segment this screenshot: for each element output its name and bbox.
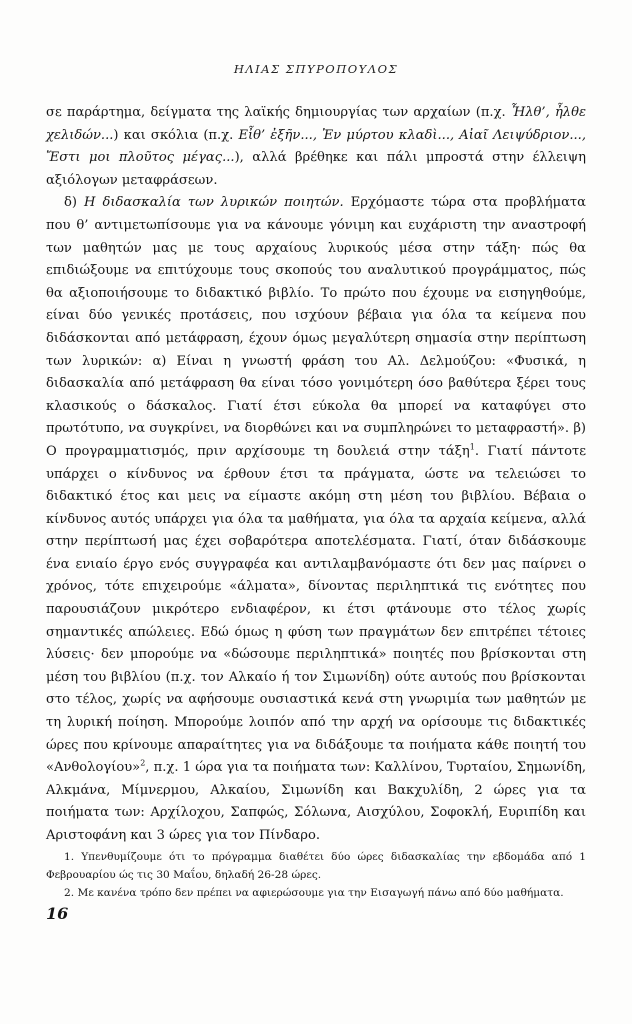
footnote-ref-1: 1 xyxy=(469,442,475,452)
footnote-ref-2: 2 xyxy=(140,758,146,768)
p2-text-1: Ερχόμαστε τώρα στα προβλήματα που θ’ αντιμετωπίσουμε για να κάνουμε γόνιμη και ευχάριστη την αναστροφή των μαθητών μας με τους αρχαίους λυρικούς μέσα στην τάξη· πώς θα επιδιώξουμε να επιτύχουμε τους σκοπούς του αναλυτικού προγράμματος, πώς θα αξιοποιήσουμε το διδακτικό βιβλίο. Το πρώτο που έχουμε να εισηγηθούμε, είναι δύο γενικές προτάσεις, που ισχύουν βέβαια για όλα τα κείμενα που διδάσκονται από μετάφραση, έχουν όμως μεγαλύτερη σημασία στην περίπτωση των λυρικών: α) Είναι η γνωστή φράση του Αλ. Δελμούζου: «Φυσικά, η διδασκαλία από μετάφραση θα είναι τόσο γονιμότερη όσο βαθύτερα ξέρει τους κλασικούς ο δάσκαλος. Γιατί έτσι εύκολα θα μπορεί να καταφύγει στο πρωτότυπο, να συγκρίνει, να διορθώνει και να συμπληρώνει το μεταφραστή». β) Ο προγραμματισμός, πριν αρχίσουμε τη δουλειά στην τάξη xyxy=(46,195,587,459)
p1-text-e: ), αλλά βρέθηκε και πάλι μπροστά στην έλλειψη αξιόλογων μεταφράσεων. xyxy=(46,150,587,188)
paragraph-1 xyxy=(46,102,586,192)
paragraph-2 xyxy=(46,192,586,847)
p1-quote-a: Ἦλθ’, ἦλθε χελιδών... xyxy=(46,105,587,143)
p1-quote-d: Εἶθ’ ἐξῆν..., Ἐν μύρτου κλαδὶ..., Αἰαῖ Λειψύδριον..., Ἔστι μοι πλοῦτος μέγας... xyxy=(46,127,587,166)
footnote-1: 1. Υπενθυμίζουμε ότι το πρόγραμμα διαθέτει δύο ώρες διδασκαλίας την εβδομάδα από 1 Φεβρουαρίου ώς τις 30 Μαΐου, δηλαδή 26-28 ώρες. xyxy=(46,851,586,881)
p2-text-3: , π.χ. 1 ώρα για τα ποιήματα των: Καλλίνου, Τυρταίου, Σημωνίδη, Αλκμάνα, Μίμνερμου, Αλκαίου, Σιμωνίδη και Βακχυλίδη, 2 ώρες για τα ποιήματα των: Αρχίλοχου, Σαπφώς, Σόλωνα, Αισχύλου, Σοφοκλή, Ευριπίδη και Αριστοφάνη και 3 ώρες για τον Πίνδαρο. xyxy=(46,760,586,843)
p1-text-c: ) και σκόλια (π.χ. xyxy=(113,127,239,143)
running-head: ΗΛΙΑΣ ΣΠΥΡΟΠΟΥΛΟΣ xyxy=(233,62,399,76)
section-heading: Η διδασκαλία των λυρικών ποιητών. xyxy=(84,195,344,211)
section-label: δ) xyxy=(64,195,85,211)
footnote-2: 2. Με κανένα τρόπο δεν πρέπει να αφιερώσουμε για την Εισαγωγή πάνω από δύο μαθήματα. xyxy=(64,887,564,899)
page-number: 16 xyxy=(46,904,69,923)
p1-text-a: σε παράρτημα, δείγματα της λαϊκής δημιουργίας των αρχαίων (π.χ. xyxy=(46,105,511,120)
footnotes xyxy=(46,848,586,902)
p2-text-2: . Γιατί πάντοτε υπάρχει ο κίνδυνος να έρθουν έτσι τα πράγματα, ώστε να τελειώσει το διδακτικό έτος και μεις να είμαστε ακόμη στη μέση του βιβλίου. Βέβαια ο κίνδυνος αυτός υπάρχει για όλα τα μαθήματα, για όλα τα αρχαία κείμενα, αλλά στην περίπτωσή μας έχει σοβαρότερα αποτελέσματα. Γιατί, όταν διδάσκουμε ένα ενιαίο έργο ενός συγγραφέα και αντιλαμβανόμαστε ότι δεν μας παίρνει ο χρόνος, τότε επιχειρούμε «άλματα», δίνοντας περιληπτικά τις ενότητες που παρουσιάζουν μικρότερο ενδιαφέρον, κι έτσι φτάνουμε στο τέλος χωρίς σημαντικές απώλειες. Εδώ όμως η φύση των πραγμάτων δεν επιτρέπει τέτοιες λύσεις· δεν μπορούμε να «δώσουμε περιληπτικά» ποιητές που βρίσκονται στη μέση του βιβλίου (π.χ. τον Αλκαίο ή τον Σιμωνίδη) ούτε αυτούς που βρίσκονται στο τέλος, χωρίς να αφήσουμε ουσιαστικά κενά στη γνωριμία των μαθητών με τη λυρική ποίηση. Μπορούμε λοιπόν από την αρχή να ορίσουμε τις διδακτικές ώρες που κρίνουμε απαραίτητες για να διδάξουμε τα ποιήματα κάθε ποιητή του «Ανθολογίου» xyxy=(46,443,586,776)
main-text xyxy=(46,102,586,848)
